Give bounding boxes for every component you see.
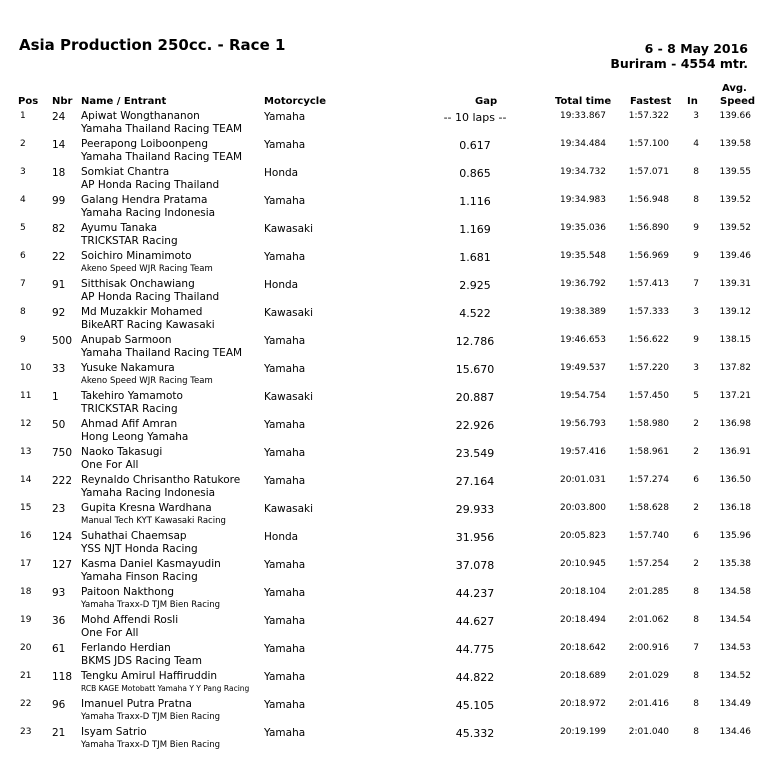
entrant-name: TRICKSTAR Racing: [81, 403, 178, 415]
fastest-lap-cell: 2:01.062: [628, 615, 669, 625]
number-cell: 82: [52, 223, 66, 235]
motorcycle-cell: Yamaha: [264, 643, 306, 655]
position-cell: 1: [20, 111, 26, 121]
motorcycle-cell: Yamaha: [264, 447, 306, 459]
position-cell: 4: [20, 195, 26, 205]
total-time-cell: 19:35.548: [560, 251, 606, 261]
table-row: [0, 586, 777, 614]
gap-cell: 37.078: [455, 559, 495, 572]
table-row: [0, 642, 777, 670]
avg-speed-cell: 139.58: [719, 139, 751, 149]
entrant-name: Manual Tech KYT Kawasaki Racing: [81, 516, 226, 526]
rider-name: Gupita Kresna Wardhana: [81, 502, 212, 514]
fastest-lap-number-cell: 6: [693, 531, 699, 541]
fastest-lap-cell: 2:01.285: [628, 587, 669, 597]
fastest-lap-cell: 1:57.322: [628, 111, 669, 121]
total-time-cell: 20:18.642: [560, 643, 606, 653]
column-header-nbr: Nbr: [52, 96, 73, 107]
entrant-name: YSS NJT Honda Racing: [81, 543, 198, 555]
rider-name: Takehiro Yamamoto: [81, 390, 183, 402]
fastest-lap-cell: 1:57.254: [628, 559, 669, 569]
total-time-cell: 19:34.732: [560, 167, 606, 177]
table-row: [0, 698, 777, 726]
number-cell: 750: [52, 447, 73, 459]
column-header-fastest: Fastest: [630, 96, 672, 107]
fastest-lap-number-cell: 7: [693, 279, 699, 289]
fastest-lap-cell: 1:56.622: [628, 335, 669, 345]
table-row: [0, 726, 777, 754]
number-cell: 23: [52, 503, 66, 515]
fastest-lap-cell: 1:57.071: [628, 167, 669, 177]
gap-cell: 2.925: [459, 279, 491, 292]
fastest-lap-cell: 2:01.040: [628, 727, 669, 737]
entrant-name: Akeno Speed WJR Racing Team: [81, 264, 213, 274]
position-cell: 19: [20, 615, 32, 625]
total-time-cell: 19:34.983: [560, 195, 606, 205]
entrant-name: Yamaha Thailand Racing TEAM: [81, 151, 243, 163]
avg-speed-cell: 134.49: [719, 699, 751, 709]
number-cell: 50: [52, 419, 66, 431]
fastest-lap-cell: 1:58.980: [628, 419, 669, 429]
number-cell: 124: [52, 531, 73, 543]
fastest-lap-number-cell: 9: [693, 335, 699, 345]
avg-speed-cell: 136.18: [719, 503, 751, 513]
gap-cell: 1.169: [459, 223, 491, 236]
avg-speed-cell: 134.58: [719, 587, 751, 597]
column-header-name: Name / Entrant: [81, 96, 167, 107]
rider-name: Ahmad Afif Amran: [81, 418, 178, 430]
gap-cell: 1.116: [459, 195, 491, 208]
column-header-speed: Speed: [720, 96, 756, 107]
gap-cell: 29.933: [455, 503, 495, 516]
number-cell: 96: [52, 699, 66, 711]
entrant-name: One For All: [81, 459, 139, 471]
entrant-name: Yamaha Traxx-D TJM Bien Racing: [81, 740, 221, 750]
number-cell: 93: [52, 587, 66, 599]
total-time-cell: 19:49.537: [560, 363, 606, 373]
rider-name: Isyam Satrio: [81, 726, 147, 738]
avg-speed-cell: 136.98: [719, 419, 751, 429]
total-time-cell: 20:18.689: [560, 671, 606, 681]
table-row: [0, 446, 777, 474]
fastest-lap-number-cell: 3: [693, 363, 699, 373]
table-row: [0, 390, 777, 418]
motorcycle-cell: Yamaha: [264, 587, 306, 599]
fastest-lap-number-cell: 8: [693, 587, 699, 597]
position-cell: 23: [20, 727, 32, 737]
fastest-lap-number-cell: 2: [693, 503, 699, 513]
position-cell: 12: [20, 419, 32, 429]
rider-name: Paitoon Nakthong: [81, 586, 175, 598]
fastest-lap-cell: 1:57.100: [628, 139, 669, 149]
motorcycle-cell: Yamaha: [264, 475, 306, 487]
rider-name: Apiwat Wongthananon: [81, 110, 200, 122]
number-cell: 91: [52, 279, 66, 291]
gap-cell: 22.926: [455, 419, 495, 432]
position-cell: 8: [20, 307, 26, 317]
avg-speed-cell: 139.55: [719, 167, 751, 177]
fastest-lap-number-cell: 4: [693, 139, 699, 149]
position-cell: 5: [20, 223, 26, 233]
rider-name: Md Muzakkir Mohamed: [81, 306, 203, 318]
number-cell: 22: [52, 251, 66, 263]
fastest-lap-cell: 2:01.029: [628, 671, 669, 681]
number-cell: 1: [52, 391, 59, 403]
position-cell: 3: [20, 167, 26, 177]
total-time-cell: 20:18.494: [560, 615, 606, 625]
total-time-cell: 19:34.484: [560, 139, 606, 149]
total-time-cell: 19:56.793: [560, 419, 606, 429]
fastest-lap-cell: 1:57.450: [628, 391, 669, 401]
fastest-lap-number-cell: 6: [693, 475, 699, 485]
rider-name: Peerapong Loiboonpeng: [81, 138, 208, 150]
column-header-gap: Gap: [475, 96, 498, 107]
motorcycle-cell: Yamaha: [264, 615, 306, 627]
rider-name: Suhathai Chaemsap: [81, 530, 187, 542]
position-cell: 13: [20, 447, 32, 457]
table-row: [0, 670, 777, 698]
table-row: [0, 362, 777, 390]
entrant-name: Yamaha Traxx-D TJM Bien Racing: [81, 600, 221, 610]
number-cell: 36: [52, 615, 66, 627]
motorcycle-cell: Yamaha: [264, 699, 306, 711]
entrant-name: BikeART Racing Kawasaki: [81, 319, 215, 331]
gap-cell: 1.681: [459, 251, 491, 264]
column-header-total-time: Total time: [555, 96, 612, 107]
fastest-lap-number-cell: 2: [693, 559, 699, 569]
total-time-cell: 20:18.972: [560, 699, 606, 709]
gap-cell: 4.522: [459, 307, 491, 320]
entrant-name: AP Honda Racing Thailand: [81, 179, 220, 191]
avg-speed-cell: 134.53: [719, 643, 751, 653]
number-cell: 21: [52, 727, 66, 739]
motorcycle-cell: Honda: [264, 167, 299, 179]
column-header-in: In: [687, 96, 698, 107]
entrant-name: Yamaha Finson Racing: [81, 571, 198, 583]
total-time-cell: 19:33.867: [560, 111, 606, 121]
number-cell: 222: [52, 475, 73, 487]
table-row: [0, 614, 777, 642]
avg-speed-cell: 137.21: [719, 391, 751, 401]
total-time-cell: 20:10.945: [560, 559, 606, 569]
rider-name: Galang Hendra Pratama: [81, 194, 208, 206]
number-cell: 92: [52, 307, 66, 319]
fastest-lap-cell: 1:56.890: [628, 223, 669, 233]
rider-name: Ayumu Tanaka: [81, 222, 158, 234]
position-cell: 20: [20, 643, 32, 653]
entrant-name: Yamaha Racing Indonesia: [81, 487, 216, 499]
number-cell: 33: [52, 363, 66, 375]
fastest-lap-number-cell: 2: [693, 419, 699, 429]
fastest-lap-cell: 1:57.333: [628, 307, 669, 317]
table-row: [0, 306, 777, 334]
motorcycle-cell: Kawasaki: [264, 223, 314, 235]
entrant-name: Yamaha Traxx-D TJM Bien Racing: [81, 712, 221, 722]
rider-name: Yusuke Nakamura: [81, 362, 175, 374]
table-row: [0, 474, 777, 502]
rider-name: Tengku Amirul Haffiruddin: [81, 670, 218, 682]
avg-speed-cell: 135.96: [719, 531, 751, 541]
table-row: [0, 110, 777, 138]
motorcycle-cell: Honda: [264, 279, 299, 291]
gap-cell: 45.105: [455, 699, 495, 712]
motorcycle-cell: Yamaha: [264, 727, 306, 739]
fastest-lap-number-cell: 3: [693, 307, 699, 317]
gap-cell: 31.956: [455, 531, 495, 544]
entrant-name: AP Honda Racing Thailand: [81, 291, 220, 303]
total-time-cell: 20:19.199: [560, 727, 606, 737]
avg-speed-cell: 139.52: [719, 195, 751, 205]
fastest-lap-number-cell: 2: [693, 447, 699, 457]
avg-speed-cell: 134.54: [719, 615, 751, 625]
table-row: [0, 558, 777, 586]
entrant-name: BKMS JDS Racing Team: [81, 655, 202, 667]
avg-speed-cell: 139.52: [719, 223, 751, 233]
fastest-lap-cell: 1:57.274: [628, 475, 669, 485]
fastest-lap-number-cell: 8: [693, 615, 699, 625]
entrant-name: Yamaha Thailand Racing TEAM: [81, 123, 243, 135]
rider-name: Anupab Sarmoon: [81, 334, 172, 346]
rider-name: Soichiro Minamimoto: [81, 250, 192, 262]
total-time-cell: 20:03.800: [560, 503, 606, 513]
event-venue: Buriram - 4554 mtr.: [610, 56, 748, 71]
fastest-lap-number-cell: 8: [693, 167, 699, 177]
total-time-cell: 19:35.036: [560, 223, 606, 233]
number-cell: 14: [52, 139, 66, 151]
motorcycle-cell: Yamaha: [264, 363, 306, 375]
avg-speed-cell: 139.66: [719, 111, 751, 121]
avg-speed-cell: 134.46: [719, 727, 751, 737]
page-title: Asia Production 250cc. - Race 1: [19, 36, 286, 54]
table-row: [0, 530, 777, 558]
avg-speed-cell: 136.91: [719, 447, 751, 457]
position-cell: 17: [20, 559, 32, 569]
event-date: 6 - 8 May 2016: [644, 41, 748, 56]
motorcycle-cell: Yamaha: [264, 419, 306, 431]
position-cell: 14: [20, 475, 32, 485]
total-time-cell: 19:36.792: [560, 279, 606, 289]
number-cell: 500: [52, 335, 73, 347]
number-cell: 61: [52, 643, 66, 655]
results-table: [0, 110, 777, 754]
motorcycle-cell: Kawasaki: [264, 503, 314, 515]
avg-speed-cell: 138.15: [719, 335, 751, 345]
table-row: [0, 250, 777, 278]
gap-cell: 0.617: [459, 139, 491, 152]
column-header-avg: Avg.: [722, 83, 747, 94]
motorcycle-cell: Yamaha: [264, 559, 306, 571]
fastest-lap-number-cell: 8: [693, 727, 699, 737]
gap-cell: 23.549: [455, 447, 495, 460]
gap-cell: 44.775: [455, 643, 495, 656]
gap-cell: 0.865: [459, 167, 491, 180]
motorcycle-cell: Yamaha: [264, 251, 306, 263]
fastest-lap-cell: 2:00.916: [628, 643, 669, 653]
motorcycle-cell: Yamaha: [264, 139, 306, 151]
entrant-name: One For All: [81, 627, 139, 639]
gap-cell: 27.164: [455, 475, 495, 488]
table-row: [0, 334, 777, 362]
number-cell: 18: [52, 167, 66, 179]
rider-name: Mohd Affendi Rosli: [81, 614, 179, 626]
total-time-cell: 20:01.031: [560, 475, 606, 485]
column-header-pos: Pos: [18, 96, 39, 107]
fastest-lap-number-cell: 5: [693, 391, 699, 401]
table-row: [0, 222, 777, 250]
position-cell: 10: [20, 363, 32, 373]
motorcycle-cell: Honda: [264, 531, 299, 543]
fastest-lap-number-cell: 9: [693, 251, 699, 261]
gap-cell: 45.332: [455, 727, 495, 740]
rider-name: Ferlando Herdian: [81, 642, 171, 654]
position-cell: 9: [20, 335, 26, 345]
fastest-lap-number-cell: 7: [693, 643, 699, 653]
position-cell: 2: [20, 139, 26, 149]
gap-cell: 44.237: [455, 587, 495, 600]
avg-speed-cell: 139.46: [719, 251, 751, 261]
entrant-name: RCB KAGE Motobatt Yamaha Y Y Pang Racing: [81, 684, 250, 693]
column-header-motorcycle: Motorcycle: [264, 96, 326, 107]
rider-name: Kasma Daniel Kasmayudin: [81, 558, 221, 570]
rider-name: Somkiat Chantra: [81, 166, 170, 178]
rider-name: Sitthisak Onchawiang: [81, 278, 195, 290]
avg-speed-cell: 134.52: [719, 671, 751, 681]
entrant-name: Yamaha Thailand Racing TEAM: [81, 347, 243, 359]
fastest-lap-number-cell: 9: [693, 223, 699, 233]
avg-speed-cell: 135.38: [719, 559, 751, 569]
fastest-lap-number-cell: 8: [693, 195, 699, 205]
entrant-name: TRICKSTAR Racing: [81, 235, 178, 247]
position-cell: 16: [20, 531, 32, 541]
gap-cell: 20.887: [455, 391, 495, 404]
number-cell: 127: [52, 559, 73, 571]
fastest-lap-cell: 1:56.969: [628, 251, 669, 261]
table-row: [0, 502, 777, 530]
gap-cell: 12.786: [455, 335, 495, 348]
rider-name: Reynaldo Chrisantho Ratukore: [81, 474, 241, 486]
fastest-lap-cell: 2:01.416: [628, 699, 669, 709]
fastest-lap-number-cell: 8: [693, 699, 699, 709]
position-cell: 18: [20, 587, 32, 597]
fastest-lap-cell: 1:57.413: [628, 279, 669, 289]
number-cell: 99: [52, 195, 66, 207]
entrant-name: Akeno Speed WJR Racing Team: [81, 376, 213, 386]
fastest-lap-cell: 1:57.220: [628, 363, 669, 373]
position-cell: 21: [20, 671, 32, 681]
gap-cell: 44.627: [455, 615, 495, 628]
number-cell: 118: [52, 671, 73, 683]
table-row: [0, 418, 777, 446]
total-time-cell: 20:05.823: [560, 531, 606, 541]
table-row: [0, 138, 777, 166]
motorcycle-cell: Kawasaki: [264, 391, 314, 403]
position-cell: 7: [20, 279, 26, 289]
total-time-cell: 20:18.104: [560, 587, 606, 597]
motorcycle-cell: Kawasaki: [264, 307, 314, 319]
total-time-cell: 19:54.754: [560, 391, 606, 401]
fastest-lap-cell: 1:57.740: [628, 531, 669, 541]
table-row: [0, 194, 777, 222]
position-cell: 6: [20, 251, 26, 261]
motorcycle-cell: Yamaha: [264, 671, 306, 683]
avg-speed-cell: 139.12: [719, 307, 751, 317]
fastest-lap-number-cell: 8: [693, 671, 699, 681]
position-cell: 22: [20, 699, 32, 709]
rider-name: Naoko Takasugi: [81, 446, 163, 458]
motorcycle-cell: Yamaha: [264, 335, 306, 347]
gap-cell: 15.670: [455, 363, 495, 376]
avg-speed-cell: 139.31: [719, 279, 751, 289]
table-row: [0, 278, 777, 306]
total-time-cell: 19:57.416: [560, 447, 606, 457]
position-cell: 15: [20, 503, 32, 513]
total-time-cell: 19:46.653: [560, 335, 606, 345]
motorcycle-cell: Yamaha: [264, 111, 306, 123]
rider-name: Imanuel Putra Pratna: [81, 698, 192, 710]
fastest-lap-cell: 1:56.948: [628, 195, 669, 205]
fastest-lap-number-cell: 3: [693, 111, 699, 121]
entrant-name: Yamaha Racing Indonesia: [81, 207, 216, 219]
table-row: [0, 166, 777, 194]
gap-cell: -- 10 laps --: [443, 111, 507, 124]
motorcycle-cell: Yamaha: [264, 195, 306, 207]
total-time-cell: 19:38.389: [560, 307, 606, 317]
number-cell: 24: [52, 111, 66, 123]
gap-cell: 44.822: [455, 671, 495, 684]
avg-speed-cell: 137.82: [719, 363, 751, 373]
entrant-name: Hong Leong Yamaha: [81, 431, 189, 443]
fastest-lap-cell: 1:58.628: [628, 503, 669, 513]
fastest-lap-cell: 1:58.961: [628, 447, 669, 457]
position-cell: 11: [20, 391, 32, 401]
avg-speed-cell: 136.50: [719, 475, 751, 485]
